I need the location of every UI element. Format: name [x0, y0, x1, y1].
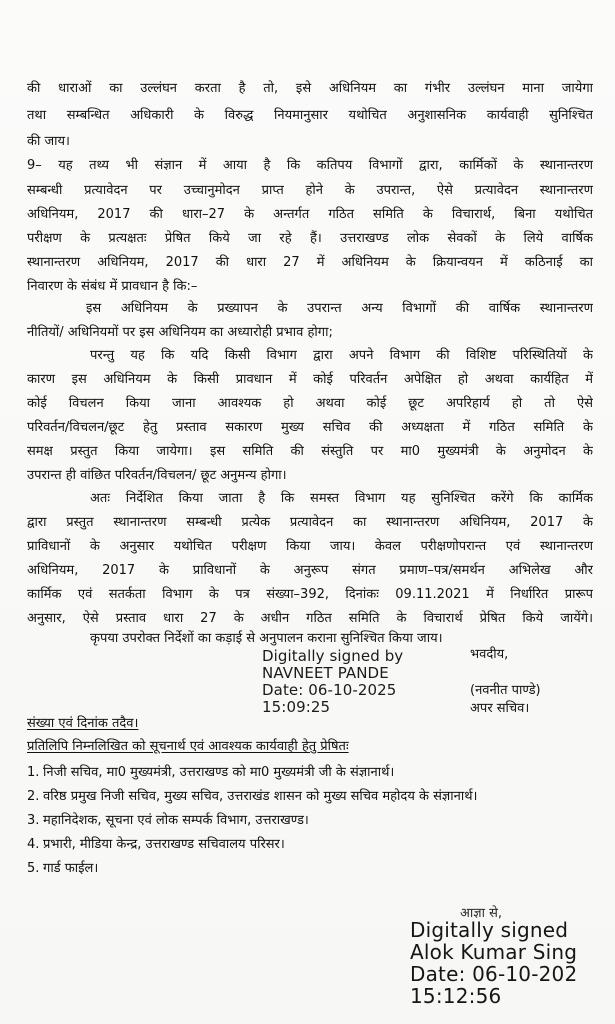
reference-heading: संख्या एवं दिनांक तदैव।	[27, 716, 139, 731]
copy-list-number: 3.	[27, 813, 40, 828]
copy-list-item	[27, 836, 593, 854]
proviso-line-5: समक्ष प्रस्तुत किया जायेगा। इस समिति की संस्तुति पर मा0 मुख्यमंत्री के अनुमोदन के	[27, 444, 593, 459]
copy-list-number: 2.	[27, 789, 40, 804]
directive-line-4: अधिनियम, 2017 के प्राविधानों के अनुरूप संगत प्रमाण–पत्र/समर्थन अभिलेख और	[27, 563, 593, 578]
copy-list-number: 4.	[27, 837, 40, 852]
digital-signature-bottom-line-1: Digitally signed	[410, 919, 569, 942]
officer-block	[470, 646, 590, 718]
directive-line-3: प्राविधानों के अनुसार यथोचित परीक्षण किया जाय। केवल परीक्षणोपरान्त एवं स्थानान्तरण	[27, 539, 593, 554]
proviso-line-4: परिवर्तन/विचलन/छूट हेतु प्रस्ताव सकारण मुख्य सचिव की अध्यक्षता में गठित समिति के	[27, 420, 593, 435]
proviso-line-2: कारण इस अधिनियम के किसी प्रावधान में कोई परिवर्तन अपेक्षित हो अथवा कार्यहित में	[27, 372, 593, 387]
copy-list-item	[27, 788, 593, 806]
closing-text: भवदीय,	[470, 647, 509, 662]
proviso-line-6: उपरान्त ही वांछित परिवर्तन/विचलन/ छूट अनुमन्य होगा।	[27, 468, 287, 483]
para-9-line-2: सम्बन्धी प्रत्यावेदन पर उच्चानुमोदन प्राप्त होने के उपरान्त, ऐसे प्रत्यावेदन स्थानान्तरण	[27, 183, 593, 198]
intro-line-3: की जाय।	[27, 134, 70, 149]
para-9-line-1: 9– यह तथ्य भी संज्ञान में आया है कि कतिपय विभागों द्वारा, कार्मिकों के स्थानान्तरण	[27, 158, 593, 173]
para-9-line-4: परीक्षण के प्रत्यक्षतः प्रेषित किये जा रहे हैं। उत्तराखण्ड लोक सेवकों के लिये वार्षिक	[27, 231, 593, 246]
copy-list-number: 1.	[27, 765, 40, 780]
digital-signature-mid-line-2: NAVNEET PANDE	[262, 664, 389, 682]
copy-list	[27, 764, 593, 884]
proviso-line-1: परन्तु यह कि यदि किसी विभाग द्वारा अपने विभाग की विशिष्ट परिस्थितियों के	[90, 348, 593, 363]
copy-list-text: गार्ड फाईल।	[43, 861, 99, 876]
officer-gap	[470, 664, 590, 682]
copy-list-number: 5.	[27, 861, 40, 876]
digital-signature-mid-line-1: Digitally signed by	[262, 647, 404, 665]
copy-list-text: प्रभारी, मीडिया केन्द्र, उत्तराखण्ड सचिवालय परिसर।	[43, 837, 285, 852]
intro-line-1: की धाराओं का उल्लंघन करता है तो, इसे अधिनियम का गंभीर उल्लंघन माना जायेगा	[27, 81, 593, 96]
provision-line-1: इस अधिनियम के प्रख्यापन के उपरान्त अन्य विभागों की वार्षिक स्थानान्तरण	[86, 301, 593, 316]
officer-designation: अपर सचिव।	[470, 701, 530, 716]
digital-signature-bottom	[410, 919, 615, 1007]
para-9-line-5: स्थानान्तरण अधिनियम, 2017 की धारा 27 में अधिनियम के क्रियान्वयन में कठिनाई का	[27, 255, 593, 270]
copy-list-text: वरिष्ठ प्रमुख निजी सचिव, मुख्य सचिव, उत्तराखंड शासन को मुख्य सचिव महोदय के संज्ञानार्थ।	[43, 789, 478, 804]
directive-line-6: अनुसार, ऐसे प्रस्ताव धारा 27 के अधीन गठित समिति के विचारार्थ प्रेषित किये जायेंगे।	[27, 611, 593, 626]
para-9-line-6: निवारण के संबंध में प्रावधान है कि:–	[27, 279, 198, 294]
copy-list-item	[27, 812, 593, 830]
copy-list-item	[27, 860, 593, 878]
proviso-line-3: कोई विचलन किया जाना आवश्यक हो अथवा कोई छूट अपरिहार्य हो तो ऐसे	[27, 396, 593, 411]
digital-signature-mid	[262, 648, 452, 716]
directive-line-5: कार्मिक एवं सतर्कता विभाग के पत्र संख्या–392, दिनांकः 09.11.2021 में निर्धारित प्रारूप	[27, 587, 593, 602]
digital-signature-bottom-line-4: 15:12:56	[410, 984, 502, 1007]
directive-line-1: अतः निर्देशित किया जाता है कि समस्त विभाग यह सुनिश्चित करेंगे कि कार्मिक	[90, 491, 593, 506]
copy-list-text: निजी सचिव, मा0 मुख्यमंत्री, उत्तराखण्ड को मा0 मुख्यमंत्री जी के संज्ञानार्थ।	[43, 765, 395, 780]
officer-name: (नवनीत पाण्डे)	[470, 683, 541, 698]
bottom-order-line: आज्ञा से,	[460, 906, 503, 921]
digital-signature-mid-line-3: Date: 06-10-2025	[262, 681, 397, 699]
compliance-line: कृपया उपरोक्त निर्देशों का कड़ाई से अनुपालन कराना सुनिश्चित किया जाय।	[90, 631, 443, 646]
intro-line-2: तथा सम्बन्धित अधिकारी के विरुद्ध नियमानुसार यथोचित अनुशासनिक कार्यवाही सुनिश्चित	[27, 108, 593, 123]
para-9-line-3: अधिनियम, 2017 की धारा–27 के अन्तर्गत गठित समिति के विचारार्थ, बिना यथोचित	[27, 207, 593, 222]
digital-signature-mid-line-4: 15:09:25	[262, 698, 331, 716]
directive-line-2: द्वारा प्रस्तुत स्थानान्तरण सम्बन्धी प्रत्येक प्रत्यावेदन का स्थानान्तरण अधिनियम, 2017 के	[27, 515, 593, 530]
copy-list-item	[27, 764, 593, 782]
copy-heading: प्रतिलिपि निम्नलिखित को सूचनार्थ एवं आवश्यक कार्यवाही हेतु प्रेषितः	[27, 739, 349, 754]
digital-signature-bottom-line-3: Date: 06-10-202	[410, 962, 578, 986]
copy-list-text: महानिदेशक, सूचना एवं लोक सम्पर्क विभाग, उत्तराखण्ड।	[43, 813, 309, 828]
digital-signature-bottom-line-2: Alok Kumar Sing	[410, 940, 578, 964]
provision-line-2: नीतियों/ अधिनियमों पर इस अधिनियम का अध्यारोही प्रभाव होगा;	[27, 325, 333, 340]
